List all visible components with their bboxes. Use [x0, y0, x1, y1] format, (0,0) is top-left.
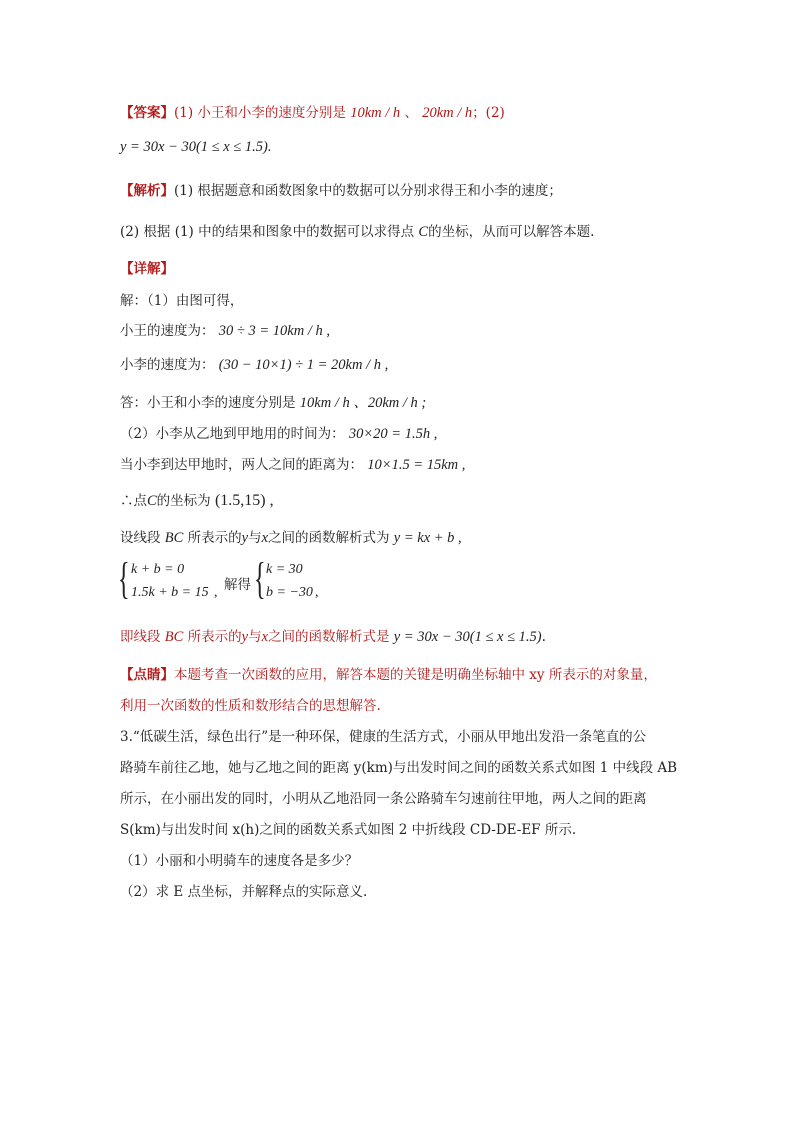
detail-tag: 【详解】 — [120, 261, 174, 277]
q3-line-6 — [120, 882, 367, 902]
system1-row2: 1.5k + b = 15 — [131, 585, 209, 600]
q3-text-6: （2）求 E 点坐标，并解释点的实际意义. — [120, 884, 368, 900]
analysis-text-2a: (2) 根据 (1) 中的结果和图象中的数据可以求得点 — [120, 224, 415, 240]
detail-var-y: y — [241, 530, 249, 546]
q3-line-2 — [120, 758, 677, 778]
q3-line-5 — [120, 851, 358, 871]
detail-math-5: 30×20 = 1.5h , — [348, 426, 438, 442]
detail-line-9 — [120, 627, 546, 647]
detail-math-2: 30 ÷ 3 = 10km / h , — [218, 323, 330, 339]
detail-text-4: 答：小王和小李的速度分别是 — [120, 395, 296, 411]
system2-row2: b = −30 — [266, 585, 313, 600]
detail-text-7a: ∴点 — [120, 493, 147, 509]
detail-var-y-2: y — [241, 629, 249, 645]
comment-text-1: 本题考查一次函数的应用，解答本题的关键是明确坐标轴中 xy 所表示的对象量， — [174, 667, 657, 683]
system1-row1: k + b = 0 — [131, 562, 185, 577]
detail-math-6: 10×1.5 = 15km , — [367, 457, 466, 473]
answer-formula-line — [120, 137, 271, 157]
detail-line-7 — [120, 491, 274, 511]
system1-comma: , — [214, 585, 218, 600]
analysis-text-1: (1) 根据题意和函数图象中的数据可以分别求得王和小李的速度； — [174, 183, 562, 199]
detail-text-9b: 所表示的 — [187, 629, 242, 645]
detail-tag-line — [120, 259, 174, 279]
detail-text-5: （2）小李从乙地到甲地用的时间为： — [120, 426, 345, 442]
q3-text-4: S(km)与出发时间 x(h)之间的函数关系式如图 2 中折线段 CD-DE-EF 所示. — [120, 822, 577, 838]
detail-line-2 — [120, 321, 330, 341]
detail-segment-bc: BC — [164, 530, 184, 546]
detail-text-2: 小王的速度为： — [120, 323, 215, 339]
comment-line-2 — [120, 696, 381, 716]
answer-tag: 【答案】 — [120, 105, 174, 121]
detail-text-8c: 与 — [248, 530, 262, 546]
detail-line-8 — [120, 528, 462, 548]
detail-var-x-2: x — [261, 629, 268, 645]
detail-var-x: x — [261, 530, 268, 546]
detail-math-3: (30 − 10×1) ÷ 1 = 20km / h , — [218, 357, 389, 373]
detail-line-5 — [120, 424, 437, 444]
solve-label: 解得 — [224, 577, 251, 593]
answer-part2: ；(2) — [472, 105, 505, 121]
comment-line-1 — [120, 665, 657, 685]
detail-text-9a: 即线段 — [120, 629, 161, 645]
detail-math-4: 10km / h 、20km / h ; — [299, 395, 427, 411]
q3-line-3 — [120, 789, 647, 809]
detail-math-7: (1.5,15) , — [214, 492, 274, 509]
detail-text-9d: 之间的函数解析式是 — [268, 629, 390, 645]
answer-separator: 、 — [404, 105, 418, 121]
detail-math-9-end: . — [541, 629, 546, 645]
detail-point-c: C — [147, 493, 157, 509]
system2-comma: , — [315, 585, 319, 600]
system2-row1: k = 30 — [266, 562, 303, 577]
analysis-line-1 — [120, 181, 562, 201]
detail-line-3 — [120, 355, 388, 375]
q3-text-2: 路骑车前往乙地，她与乙地之间的距离 y(km)与出发时间之间的函数关系式如图 1 中线段 AB — [120, 760, 678, 776]
comment-tag: 【点睛】 — [120, 667, 174, 683]
analysis-tag: 【解析】 — [120, 183, 174, 199]
q3-line-4 — [120, 820, 576, 840]
detail-line-4 — [120, 393, 426, 413]
answer-text: (1) 小王和小李的速度分别是 — [174, 105, 346, 121]
q3-text-3: 所示，在小丽出发的同时，小明从乙地沿同一条公路骑车匀速前往甲地，两人之间的距离 — [120, 791, 647, 807]
detail-text-7b: 的坐标为 — [156, 493, 211, 509]
answer-line — [120, 103, 505, 123]
analysis-point-c: C — [418, 224, 429, 240]
q3-text-1: 3.“低碳生活，绿色出行”是一种环保，健康的生活方式，小丽从甲地出发沿一条笔直的公 — [120, 729, 647, 745]
answer-formula-end: . — [267, 139, 272, 155]
detail-math-8: y = kx + b , — [393, 530, 462, 546]
detail-math-9: y = 30x − 30(1 ≤ x ≤ 1.5) — [393, 629, 542, 645]
analysis-line-2 — [120, 222, 594, 242]
answer-speed-wang: 10km / h — [350, 105, 401, 121]
detail-text-8a: 设线段 — [120, 530, 161, 546]
comment-text-2: 利用一次函数的性质和数形结合的思想解答. — [120, 698, 381, 714]
detail-text-3: 小李的速度为： — [120, 357, 215, 373]
detail-text-8b: 所表示的 — [187, 530, 242, 546]
detail-text-6: 当小李到达甲地时，两人之间的距离为： — [120, 457, 363, 473]
detail-segment-bc-2: BC — [164, 629, 184, 645]
detail-text-9c: 与 — [248, 629, 262, 645]
left-brace-1: { — [118, 554, 130, 603]
q3-line-1 — [120, 727, 646, 747]
left-brace-2: { — [254, 554, 266, 603]
detail-line-1 — [120, 291, 243, 311]
answer-formula: y = 30x − 30(1 ≤ x ≤ 1.5) — [120, 139, 268, 155]
detail-text-1: 解：（1）由图可得， — [120, 293, 244, 309]
q3-text-5: （1）小丽和小明骑车的速度各是多少？ — [120, 853, 359, 869]
detail-text-8d: 之间的函数解析式为 — [268, 530, 390, 546]
answer-speed-li: 20km / h — [422, 105, 473, 121]
analysis-text-2b: 的坐标，从而可以解答本题. — [428, 224, 595, 240]
detail-line-6 — [120, 455, 465, 475]
